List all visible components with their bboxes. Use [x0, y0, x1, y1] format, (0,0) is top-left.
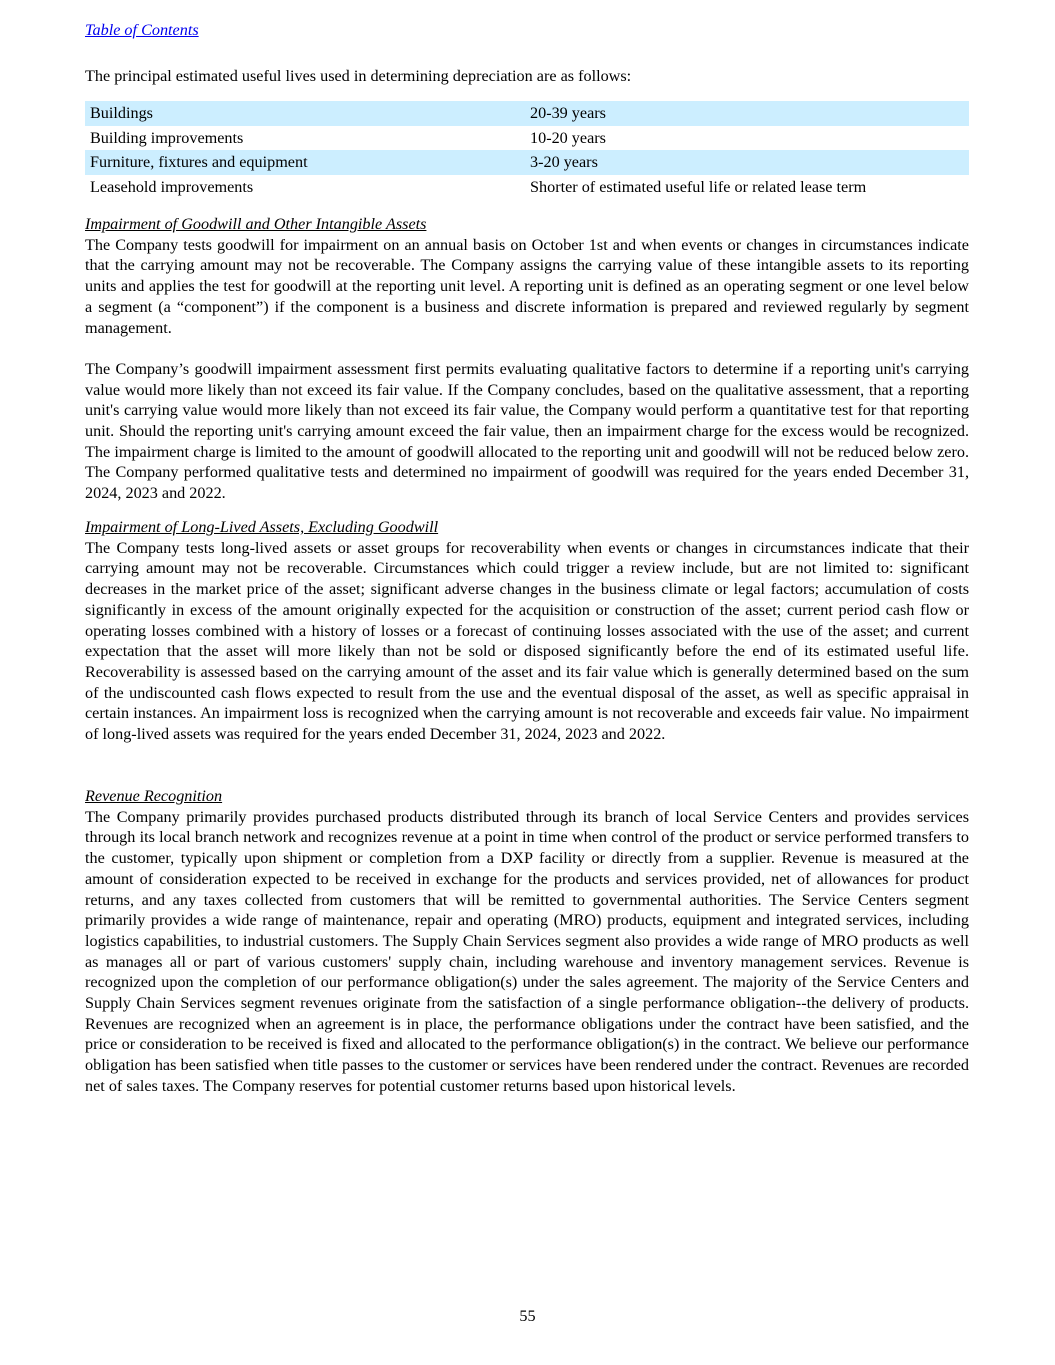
long-lived-assets-section [85, 517, 969, 745]
table-row [85, 126, 969, 151]
table-of-contents-link[interactable]: Table of Contents [85, 21, 199, 39]
revenue-recognition-heading: Revenue Recognition [85, 787, 223, 805]
revenue-recognition-section [85, 786, 969, 1097]
life-cell: 20-39 years [525, 101, 969, 126]
page-number: 55 [519, 1307, 536, 1325]
asset-cell: Buildings [85, 101, 525, 126]
asset-cell: Building improvements [90, 128, 244, 147]
life-cell: 3-20 years [525, 150, 969, 175]
useful-lives-table [85, 101, 969, 199]
table-row [85, 101, 969, 126]
asset-cell: Leasehold improvements [90, 177, 254, 196]
goodwill-section [85, 214, 969, 504]
table-row [85, 175, 969, 200]
depreciation-intro: The principal estimated useful lives used in determining depreciation are as follows: [85, 67, 632, 85]
asset-cell: Furniture, fixtures and equipment [85, 150, 525, 175]
goodwill-paragraph-2: The Company’s goodwill impairment assessment first permits evaluating qualitative factors to determine if a reporting unit's carrying value would more likely than not exceed its fair value. If the Company concludes, based on the qualitative assessment, that a reporting unit's carrying value would more likely than not exceed its fair value, the Company would perform a quantitative test for that reporting unit. Should the reporting unit's carrying amount exceed the fair value, then an impairment charge for the excess would be recognized. The impairment charge is limited to the amount of goodwill allocated to the reporting unit and goodwill will not be reduced below zero. The Company performed qualitative tests and determined no impairment of goodwill was required for the years ended December 31, 2024, 2023 and 2022. [85, 359, 969, 503]
goodwill-paragraph-1: The Company tests goodwill for impairment on an annual basis on October 1st and when events or changes in circumstances indicate that the carrying amount may not be recoverable. The Company assigns the carrying value of these intangible assets to its reporting units and applies the test for goodwill at the reporting unit level. A reporting unit is defined as an operating segment or one level below a segment (a “component”) if the component is a business and discrete information is prepared and reviewed regularly by segment management. [85, 235, 969, 337]
life-cell: 10-20 years [530, 128, 606, 147]
life-cell: Shorter of estimated useful life or related lease term [530, 177, 867, 196]
long-lived-assets-paragraph: The Company tests long-lived assets or asset groups for recoverability when events or changes in circumstances indicate that their carrying amount may not be recoverable. Circumstances which could trigger a review include, but are not limited to: significant decreases in the market price of the asset; significant adverse changes in the business climate or legal factors; accumulation of costs significantly in excess of the amount originally expected for the acquisition or construction of the asset; current period cash flow or operating losses combined with a history of losses or a forecast of continuing losses associated with the use of the asset; and current expectation that the asset will more likely than not be sold or disposed significantly before the end of its estimated useful life. Recoverability is assessed based on the carrying amount of the asset and its fair value which is generally determined based on the sum of the undiscounted cash flows expected to result from the use and the eventual disposal of the asset, as well as specific appraisal in certain instances. An impairment loss is recognized when the carrying amount is not recoverable and exceeds fair value. No impairment of long-lived assets was required for the years ended December 31, 2024, 2023 and 2022. [85, 538, 969, 744]
long-lived-assets-heading: Impairment of Long-Lived Assets, Excluding Goodwill [85, 518, 439, 536]
revenue-recognition-paragraph: The Company primarily provides purchased products distributed through its branch of local Service Centers and provides services through its local branch network and recognizes revenue at a point in time when control of the product or service performed transfers to the customer, typically upon shipment or completion from a DXP facility or directly from a supplier. Revenue is measured at the amount of consideration expected to be received in exchange for the products and services provided, net of allowances for product returns, and any taxes collected from customers that will be remitted to governmental authorities. The Service Centers segment primarily provides a wide range of maintenance, repair and operating (MRO) products, equipment and integrated services, including logistics capabilities, to industrial customers. The Supply Chain Services segment also provides a wide range of MRO products as well as manages all or part of various customers' supply chain, including warehouse and inventory management services. Revenue is recognized upon the completion of our performance obligation(s) under the sales agreement. The majority of the Service Centers and Supply Chain Services segment revenues originate from the satisfaction of a single performance obligation--the delivery of products. Revenues are recognized when an agreement is in place, the performance obligations under the contract have been satisfied, and the price or consideration to be received is fixed and allocated to the performance obligation(s) in the contract. We believe our performance obligation has been satisfied when title passes to the customer or services have been rendered under the contract. Revenues are recorded net of sales taxes. The Company reserves for potential customer returns based upon historical levels. [85, 807, 969, 1095]
table-row [85, 150, 969, 175]
goodwill-heading: Impairment of Goodwill and Other Intangible Assets [85, 215, 427, 233]
